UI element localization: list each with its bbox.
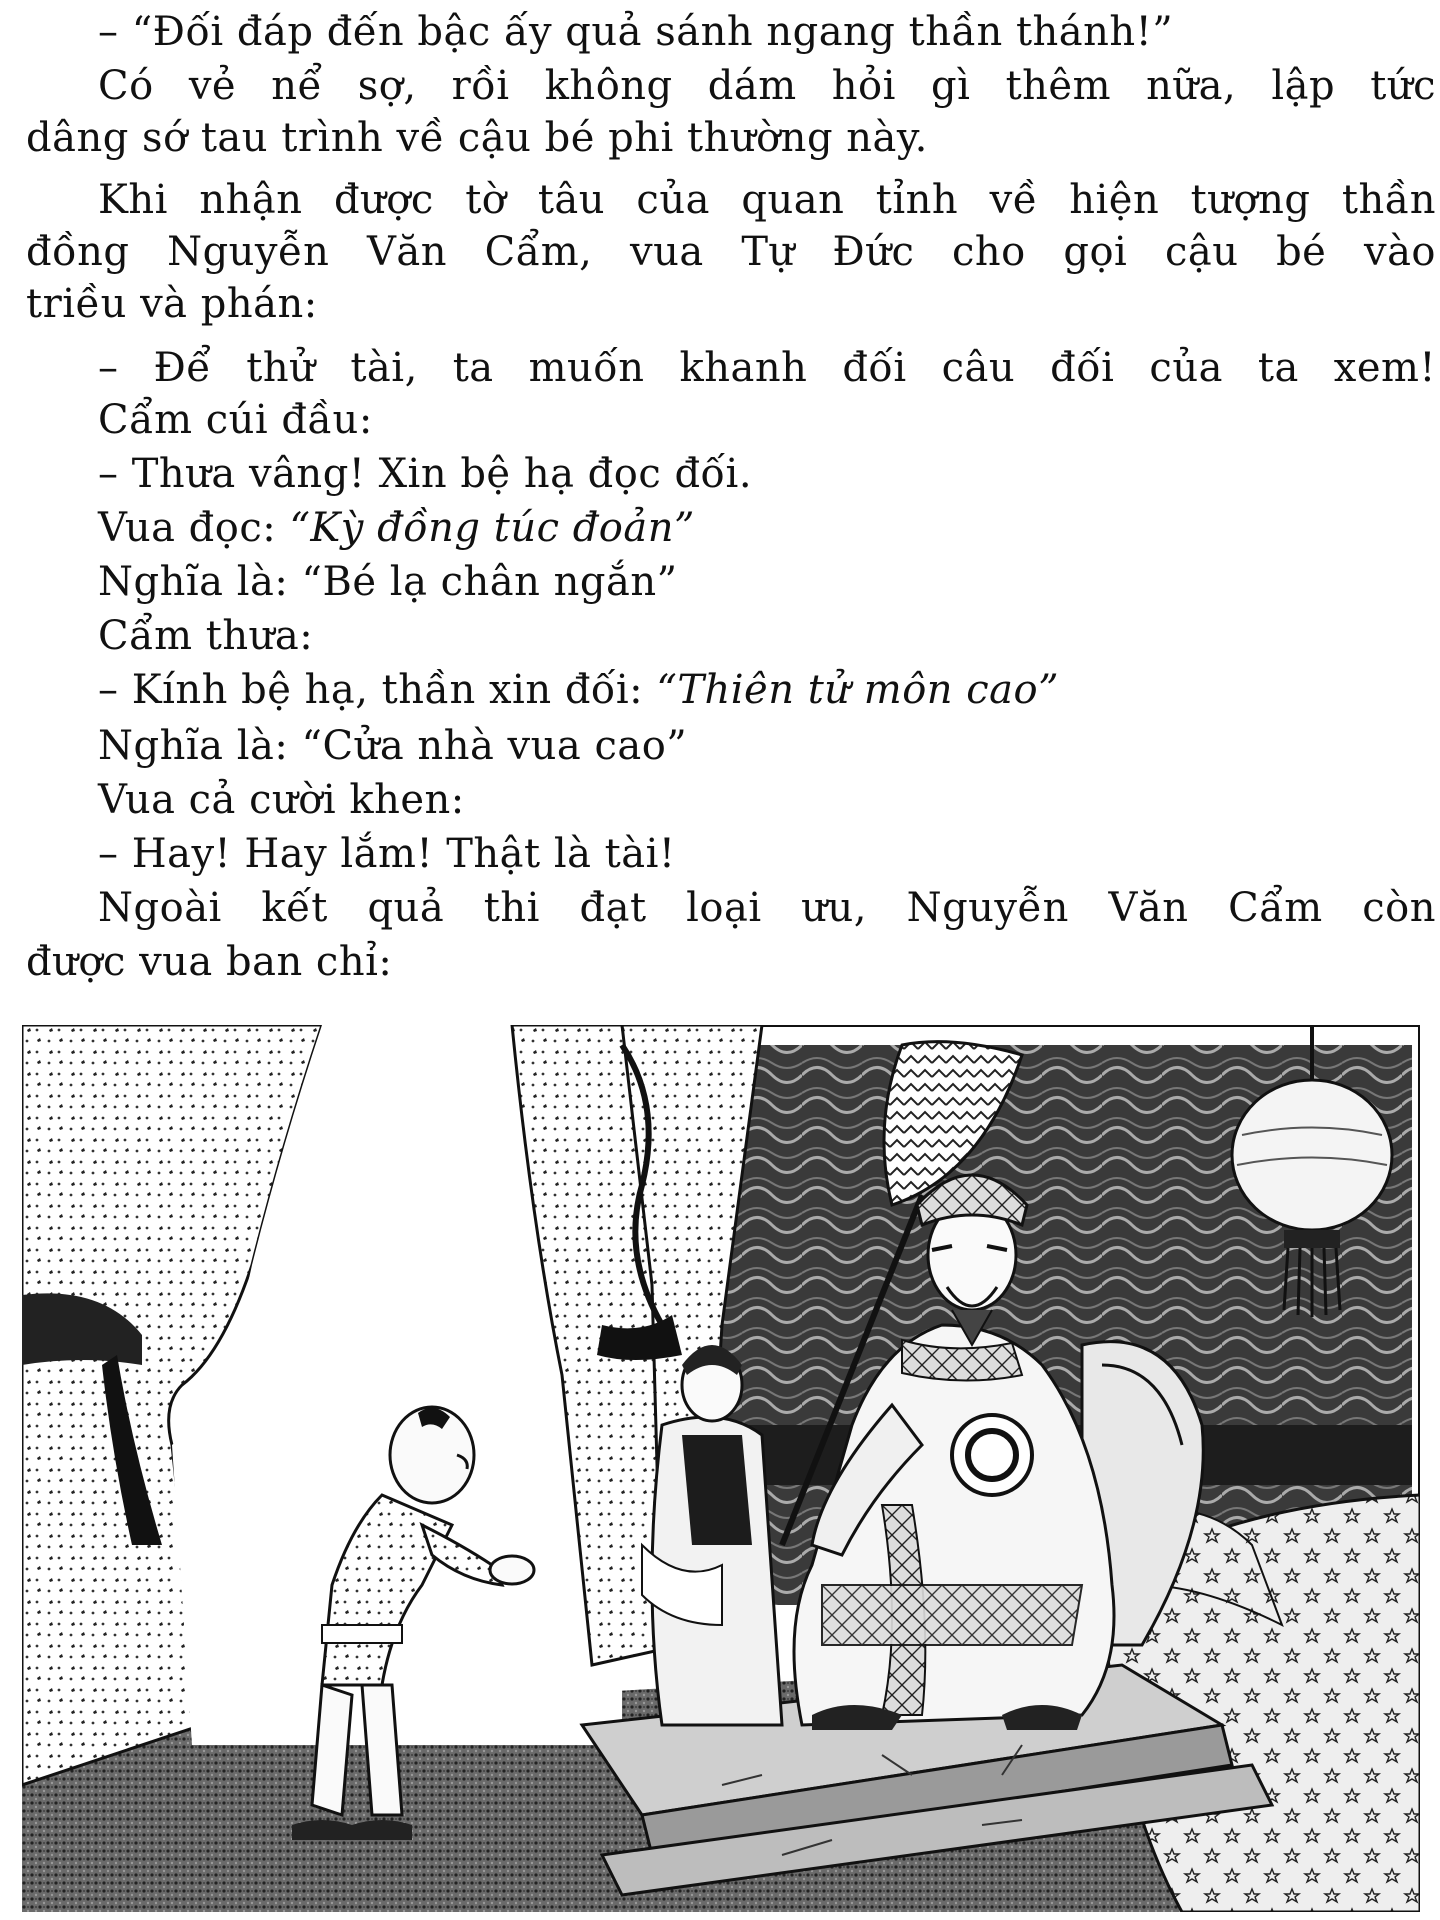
- text-line: Có vẻ nể sợ, rồi không dám hỏi gì thêm nữa, lập tức: [98, 63, 1436, 109]
- text-line: Khi nhận được tờ tâu của quan tỉnh về hiện tượng thần: [98, 177, 1436, 223]
- text-line: Cẩm thưa:: [98, 613, 314, 659]
- throne-room-illustration: [22, 1025, 1420, 1912]
- text-line: Nghĩa là: “Cửa nhà vua cao”: [98, 723, 688, 769]
- text-line: đồng Nguyễn Văn Cẩm, vua Tự Đức cho gọi cậu bé vào: [26, 229, 1436, 275]
- text-line: dâng sớ tau trình về cậu bé phi thường này.: [26, 115, 928, 161]
- text-line: Nghĩa là: “Bé lạ chân ngắn”: [98, 559, 678, 605]
- text-line: – Hay! Hay lắm! Thật là tài!: [98, 831, 676, 877]
- text-line: Ngoài kết quả thi đạt loại ưu, Nguyễn Văn Cẩm còn: [98, 885, 1436, 931]
- text-line: – Thưa vâng! Xin bệ hạ đọc đối.: [98, 451, 753, 497]
- text-line: – Để thử tài, ta muốn khanh đối câu đối của ta xem!: [98, 345, 1436, 391]
- text-line: Vua đọc: “Kỳ đồng túc đoản”: [98, 505, 695, 551]
- text-line: Vua cả cười khen:: [98, 777, 465, 823]
- text-line: – “Đối đáp đến bậc ấy quả sánh ngang thần thánh!”: [98, 9, 1174, 55]
- text-line: được vua ban chỉ:: [26, 939, 393, 985]
- text-line: triều và phán:: [26, 281, 318, 327]
- text-line: – Kính bệ hạ, thần xin đối: “Thiên tử môn cao”: [98, 667, 1060, 713]
- text-line: Cẩm cúi đầu:: [98, 397, 373, 443]
